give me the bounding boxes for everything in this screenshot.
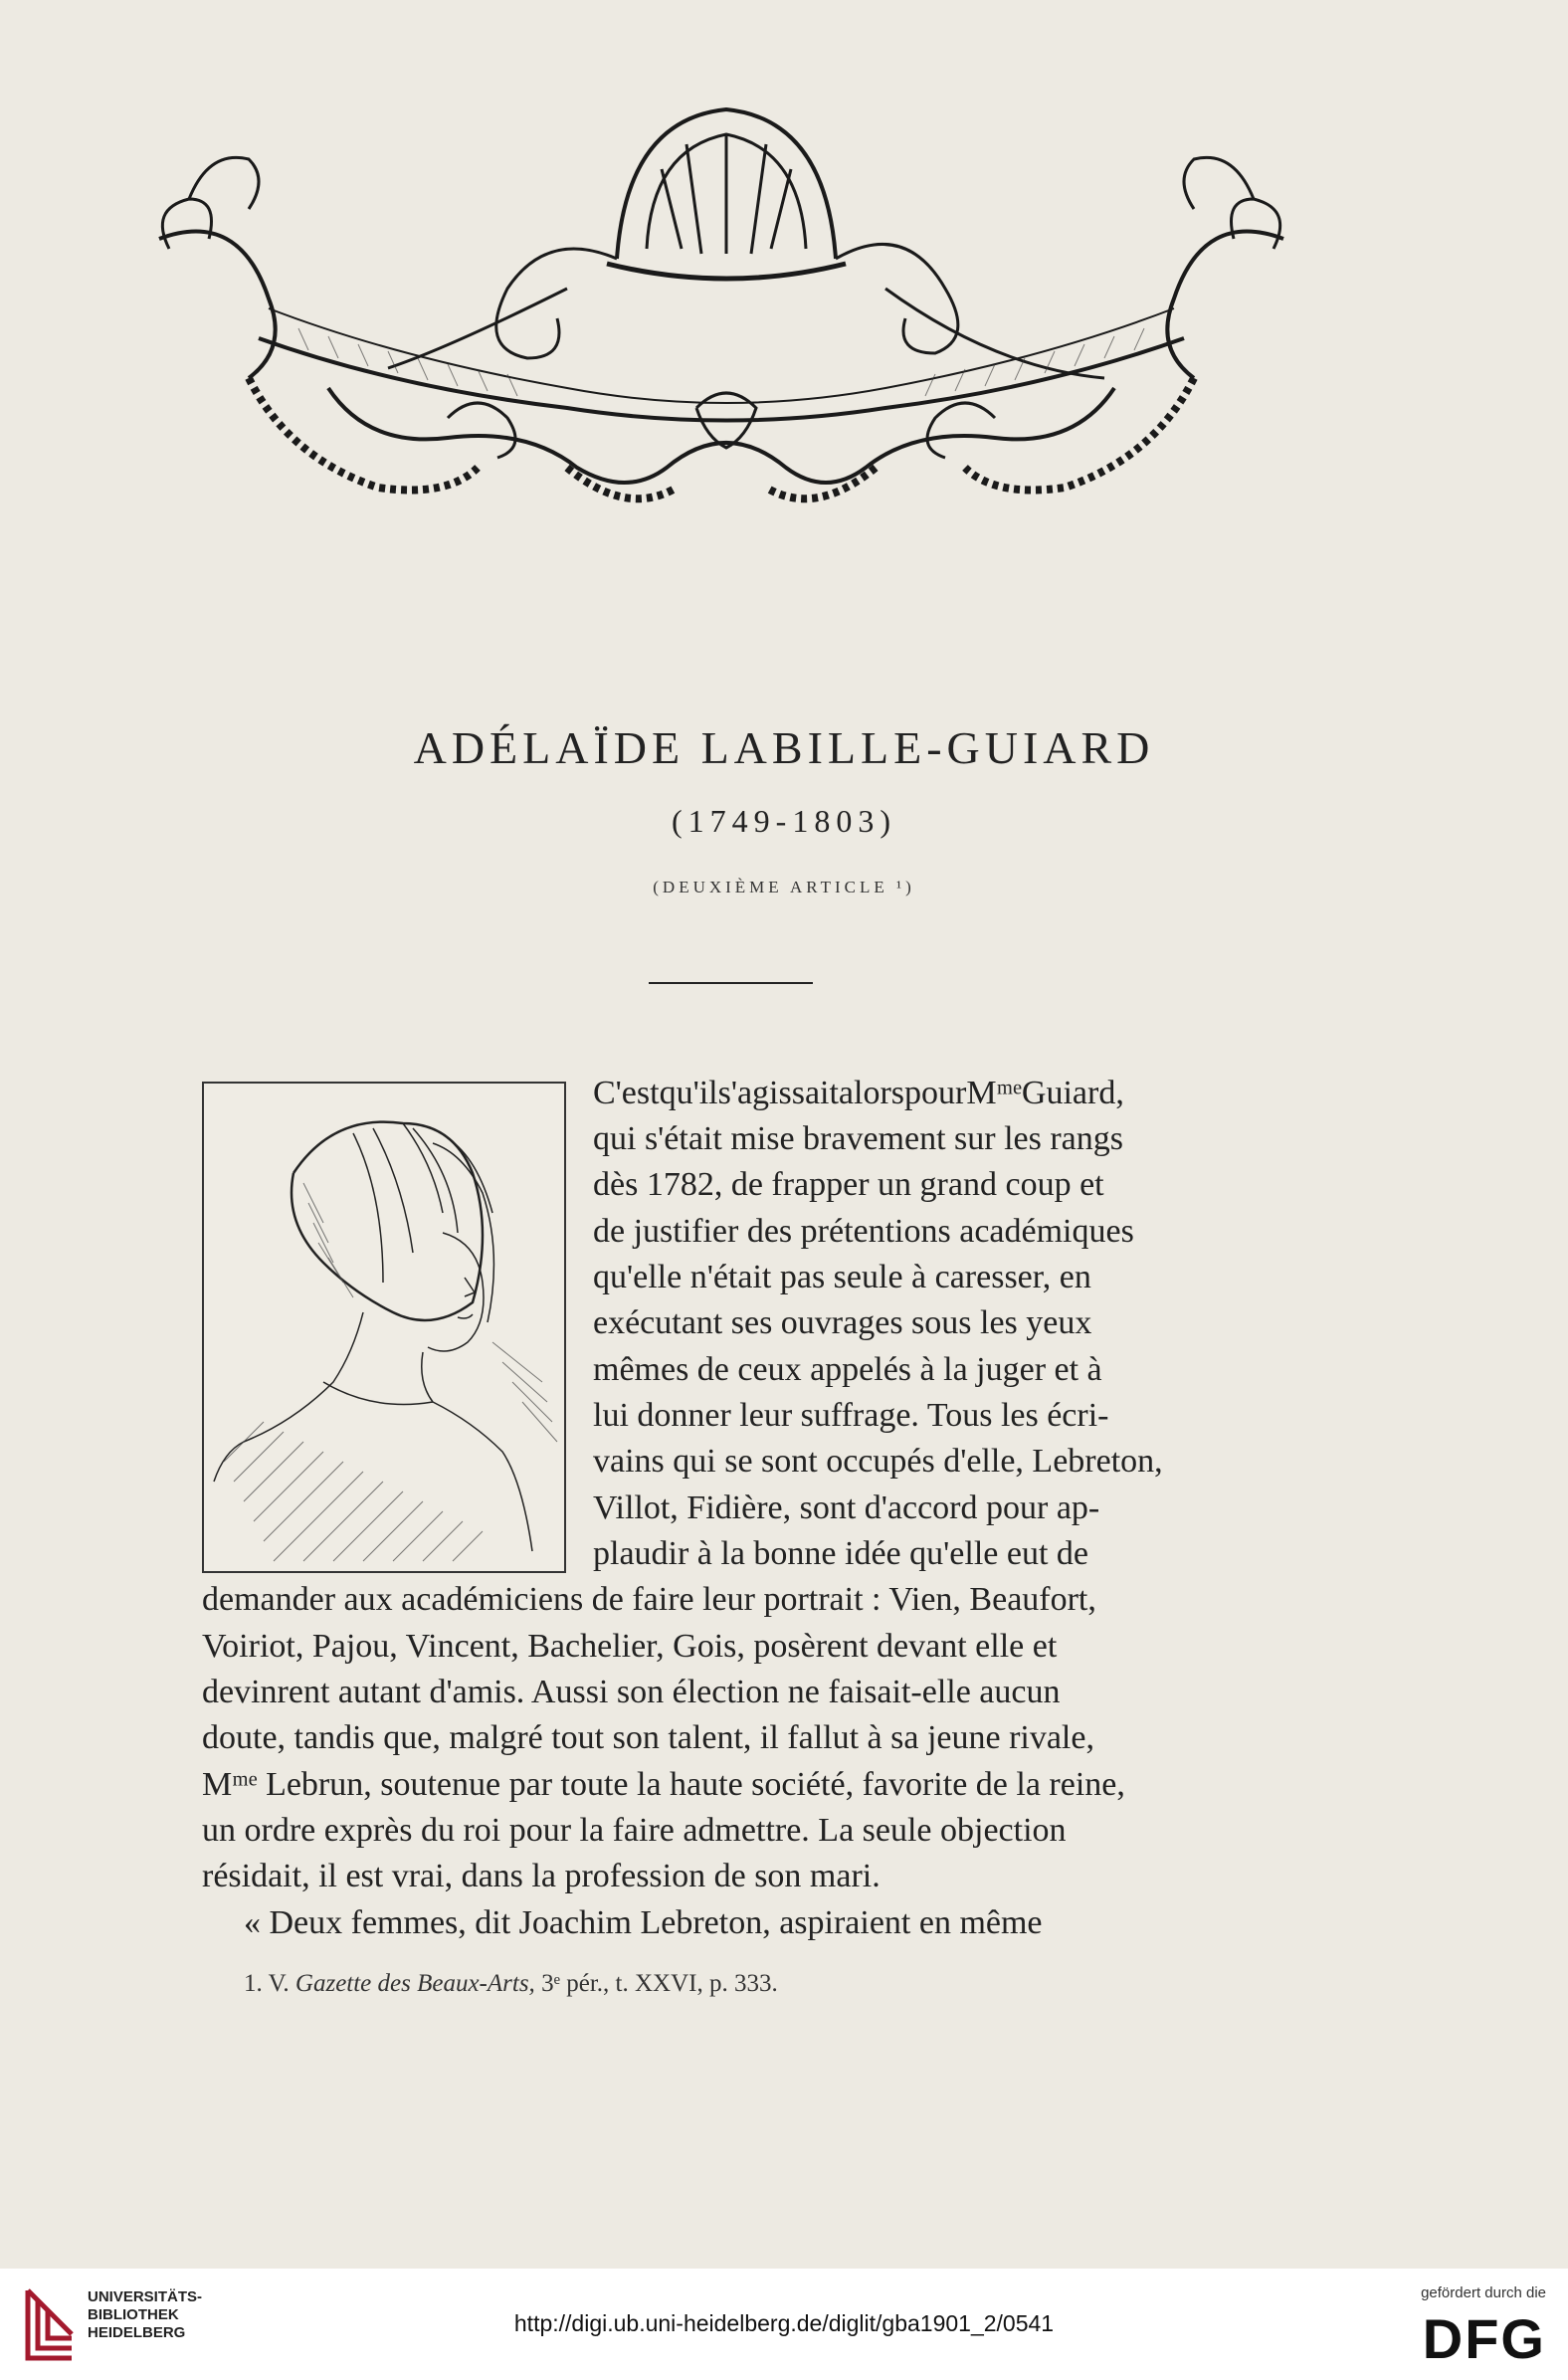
footnote-prefix: V. [268,1970,290,1997]
body-line: Villot, Fidière, sont d'accord pour ap- [593,1489,1100,1526]
footnote-number: 1. [244,1970,263,1997]
library-name-line1: UNIVERSITÄTS- [88,2288,203,2305]
article-title: ADÉLAÏDE LABILLE-GUIARD [413,722,1155,773]
body-line: un ordre exprès du roi pour la faire admettre. La seule objection [202,1812,1067,1849]
body-line: Mᵐᵉ Lebrun, soutenue par toute la haute société, favorite de la reine, [202,1766,1125,1803]
title-divider [649,982,813,984]
rococo-ornament-illustration [149,90,1293,567]
body-line: doute, tandis que, malgré tout son talent, il fallut à sa jeune rivale, [202,1719,1094,1756]
body-line: demander aux académiciens de faire leur portrait : Vien, Beaufort, [202,1581,1096,1618]
body-line: mêmes de ceux appelés à la juger et à [593,1351,1102,1388]
portrait-engraving [202,1082,566,1573]
library-name-line2: BIBLIOTHEK [88,2306,179,2323]
article-dates: (1749-1803) [672,803,896,839]
body-line: de justifier des prétentions académiques [593,1213,1134,1250]
article-subtitle: (DEUXIÈME ARTICLE ¹) [653,878,915,896]
footnote-reference: 3ᵉ pér., t. XXVI, p. 333. [541,1970,778,1997]
body-line: Voiriot, Pajou, Vincent, Bachelier, Gois, posèrent devant elle et [202,1628,1058,1665]
body-line: exécutant ses ouvrages sous les yeux [593,1304,1092,1341]
body-line: qu'elle n'était pas seule à caresser, en [593,1259,1091,1295]
body-line: plaudir à la bonne idée qu'elle eut de [593,1535,1088,1572]
body-line: résidait, il est vrai, dans la profession de son mari. [202,1858,881,1894]
body-line: « Deux femmes, dit Joachim Lebreton, aspiraient en même [244,1904,1043,1941]
body-line-text: C'estqu'ils'agissaitalorspourMᵐᵉGuiard, [593,1075,1124,1111]
footnote-journal: Gazette des Beaux-Arts, [294,1970,535,1997]
footnote [244,1970,778,1998]
body-line: qui s'était mise bravement sur les rangs [593,1120,1123,1157]
body-line: lui donner leur suffrage. Tous les écri- [593,1397,1109,1434]
body-line: dès 1782, de frapper un grand coup et [593,1166,1104,1203]
body-line: vains qui se sont occupés d'elle, Lebreton, [593,1443,1163,1480]
body-line [593,1071,1250,1116]
portrait-drawing [204,1084,564,1571]
funder-label: gefördert durch die [1421,2284,1546,2301]
dfg-logo[interactable]: DFG [1422,2307,1546,2370]
library-name-line3: HEIDELBERG [88,2324,186,2341]
body-line: devinrent autant d'amis. Aussi son élection ne faisait-elle aucun [202,1674,1061,1710]
source-url-link[interactable]: http://digi.ub.uni-heidelberg.de/diglit/gba1901_2/0541 [513,2310,1055,2336]
